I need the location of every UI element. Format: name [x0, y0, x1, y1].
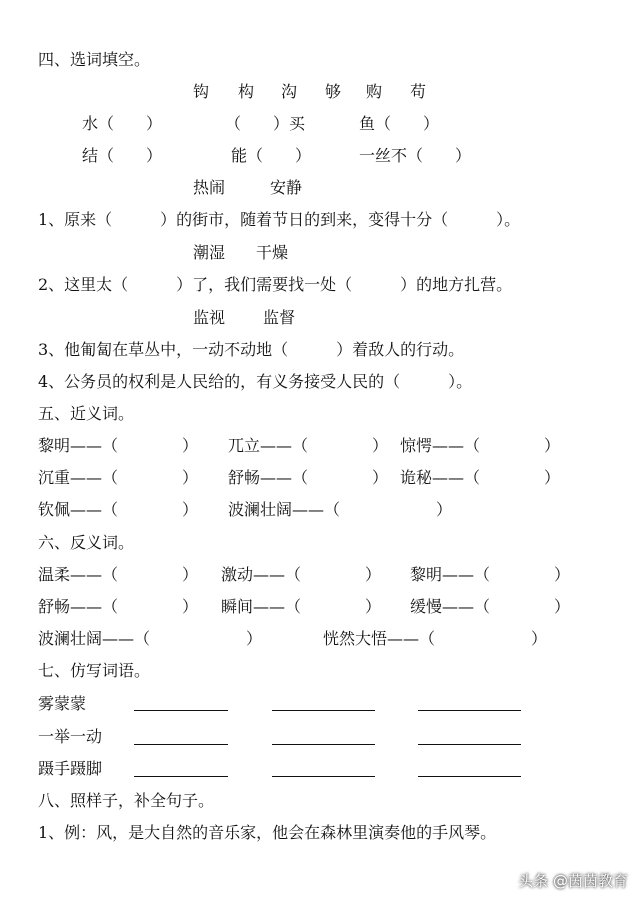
section-4-title: 四、选词填空。 [38, 50, 151, 69]
fill-item: 鱼（ ） [359, 114, 440, 133]
antonym-item: 恍然大悟——（ ） [323, 629, 548, 648]
imitation-word: 一举一动 [38, 727, 103, 746]
antonym-item: 温柔——（ ） [38, 565, 199, 584]
choice-word: 购 [366, 82, 383, 101]
word-pair: 监督 [263, 308, 296, 327]
example-sentence: 1、例：风，是大自然的音乐家，他会在森林里演奏他的手风琴。 [38, 823, 497, 842]
synonym-item: 舒畅——（ ） [228, 468, 389, 487]
fill-item: 结（ ） [82, 146, 163, 165]
question: 1、原来（ ）的街市，随着节日的到来，变得十分（ ）。 [38, 210, 521, 229]
section-6-title: 六、反义词。 [38, 533, 135, 552]
fill-item: 能（ ） [231, 146, 312, 165]
fill-item: （ ）买 [225, 114, 306, 133]
answer-line[interactable] [418, 744, 521, 745]
antonym-item: 激动——（ ） [221, 565, 382, 584]
synonym-item: 兀立——（ ） [228, 436, 389, 455]
answer-line[interactable] [134, 776, 228, 777]
answer-line[interactable] [272, 776, 375, 777]
word-pair: 热闹 [193, 178, 226, 197]
choice-word: 钩 [193, 82, 210, 101]
choice-word: 够 [325, 82, 342, 101]
synonym-item: 黎明——（ ） [38, 436, 199, 455]
imitation-word: 蹑手蹑脚 [38, 759, 103, 778]
answer-line[interactable] [272, 710, 375, 711]
answer-line[interactable] [272, 744, 375, 745]
answer-line[interactable] [418, 710, 521, 711]
answer-line[interactable] [134, 744, 228, 745]
word-pair: 干燥 [256, 243, 289, 262]
answer-line[interactable] [418, 776, 521, 777]
antonym-item: 瞬间——（ ） [221, 597, 382, 616]
synonym-item: 诡秘——（ ） [400, 468, 561, 487]
fill-item: 一丝不（ ） [359, 146, 472, 165]
word-pair: 潮湿 [193, 243, 226, 262]
imitation-word: 雾蒙蒙 [38, 694, 87, 713]
synonym-item: 惊愕——（ ） [400, 436, 561, 455]
fill-item: 水（ ） [82, 114, 163, 133]
choice-word: 苟 [410, 82, 427, 101]
question: 2、这里太（ ）了，我们需要找一处（ ）的地方扎营。 [38, 275, 513, 294]
section-7-title: 七、仿写词语。 [38, 661, 151, 680]
antonym-item: 缓慢——（ ） [410, 597, 571, 616]
antonym-item: 波澜壮阔——（ ） [38, 629, 263, 648]
choice-word: 沟 [281, 82, 298, 101]
synonym-item: 波澜壮阔——（ ） [228, 500, 453, 519]
synonym-item: 沉重——（ ） [38, 468, 199, 487]
section-5-title: 五、近义词。 [38, 404, 135, 423]
choice-word: 构 [238, 82, 255, 101]
question: 4、公务员的权利是人民给的，有义务接受人民的（ ）。 [38, 372, 473, 391]
question: 3、他匍匐在草丛中，一动不动地（ ）着敌人的行动。 [38, 340, 465, 359]
word-pair: 安静 [270, 178, 303, 197]
section-8-title: 八、照样子，补全句子。 [38, 791, 215, 810]
answer-line[interactable] [134, 710, 228, 711]
antonym-item: 黎明——（ ） [410, 565, 571, 584]
antonym-item: 舒畅——（ ） [38, 597, 199, 616]
watermark: 头条 @茵茵教育 [518, 872, 628, 890]
synonym-item: 钦佩——（ ） [38, 500, 199, 519]
word-pair: 监视 [193, 308, 226, 327]
